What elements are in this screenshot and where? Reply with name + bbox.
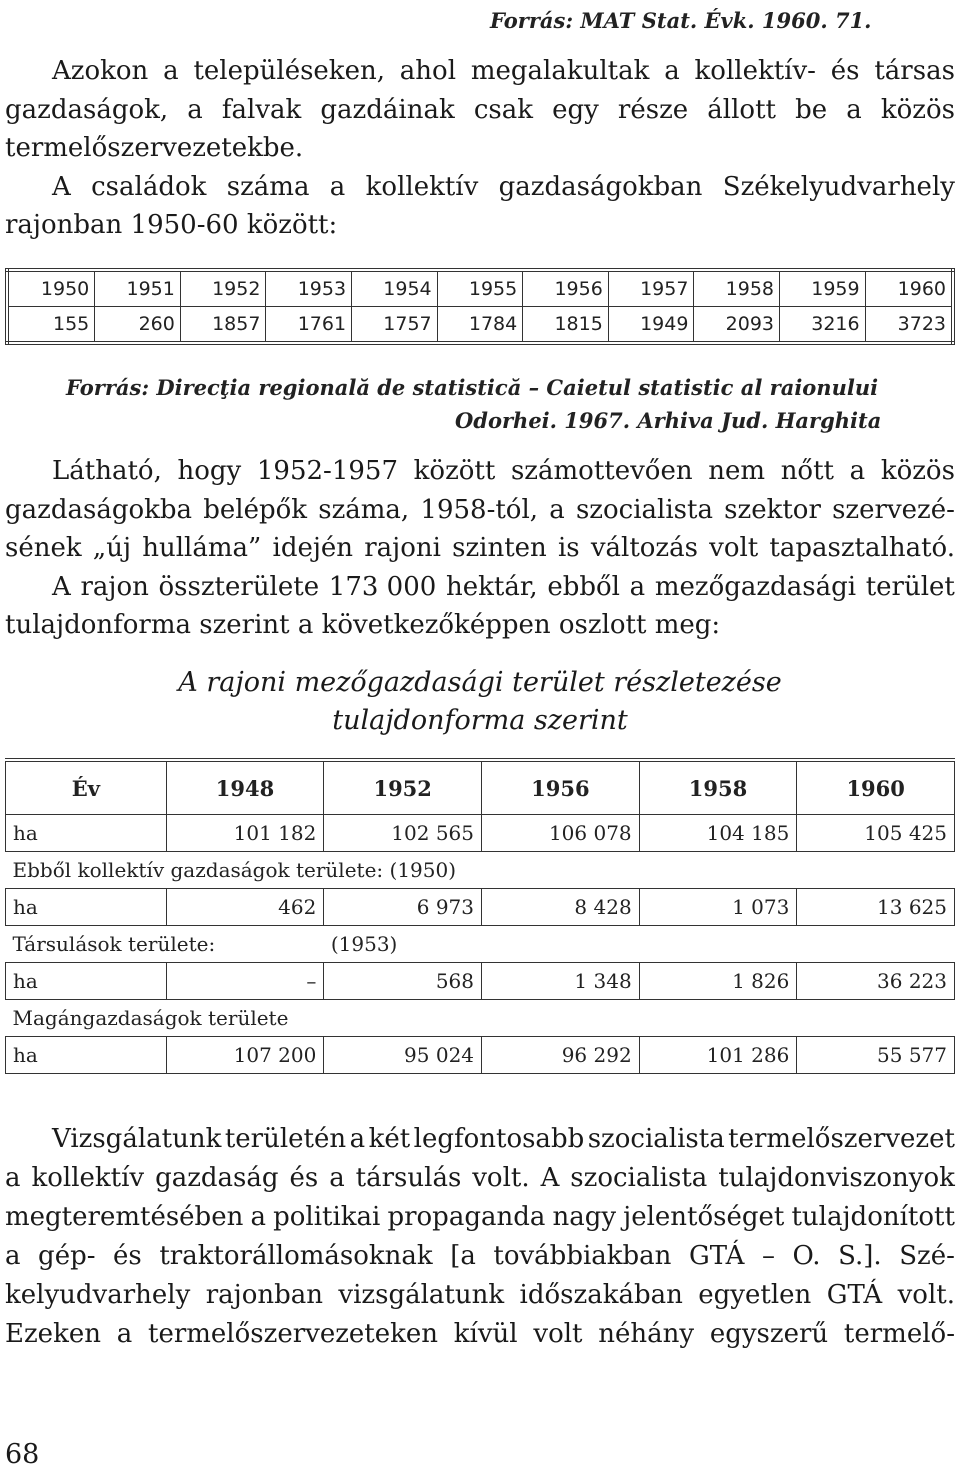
para2-line — [5, 533, 955, 563]
word: közös — [880, 456, 955, 486]
word: gép- — [38, 1241, 96, 1271]
families-values-row — [7, 307, 953, 344]
word: Ezeken — [5, 1319, 101, 1349]
word: idején — [272, 533, 354, 563]
para3-line — [5, 1163, 955, 1193]
year-cell: 1960 — [865, 270, 953, 307]
land-data-row — [6, 889, 955, 926]
families-value-cell: 155 — [7, 307, 95, 344]
word: társulás — [355, 1163, 462, 1193]
word: kollektív — [365, 171, 479, 202]
land-section-row — [6, 926, 955, 963]
word: állott — [707, 94, 776, 125]
word: számottevően — [510, 456, 693, 486]
land-section-label: Társulások területe: — [6, 926, 324, 963]
land-value-cell: 1 826 — [639, 963, 797, 1000]
families-value-cell: 1784 — [437, 307, 523, 344]
word: a — [329, 1163, 345, 1193]
word: a — [629, 571, 646, 602]
land-value-cell: 1 348 — [482, 963, 640, 1000]
year-cell: 1950 — [7, 270, 95, 307]
para1-line — [52, 56, 955, 86]
word: tulajdonított — [791, 1202, 955, 1232]
word: kollektív — [31, 1163, 145, 1193]
word: hulláma” — [142, 533, 262, 563]
word: termelőszervezet — [728, 1124, 955, 1154]
word: is — [557, 533, 580, 563]
land-table — [5, 758, 955, 1074]
land-value-cell: – — [166, 963, 324, 1000]
word: tapasztalható. — [769, 533, 955, 563]
table-caption-1: A rajoni mezőgazdasági terület részletezése — [178, 667, 782, 698]
families-value-cell: 3216 — [780, 307, 866, 344]
families-value-cell: 3723 — [865, 307, 953, 344]
land-value-cell: 104 185 — [639, 815, 797, 852]
word: a — [549, 494, 565, 525]
word: kívül — [453, 1319, 518, 1349]
land-header-cell: 1948 — [166, 760, 324, 815]
word: társas — [874, 56, 955, 86]
families-years-row — [7, 270, 953, 307]
word: mezőgazdasági — [654, 571, 857, 602]
word: ebből — [547, 571, 620, 602]
year-cell: 1955 — [437, 270, 523, 307]
word: Szé- — [899, 1241, 955, 1271]
word: és — [830, 56, 860, 86]
families-value-cell: 260 — [95, 307, 181, 344]
land-unit-cell: ha — [6, 815, 167, 852]
para1-line — [5, 210, 337, 240]
word: kollektív- — [694, 56, 816, 86]
word: – — [761, 1241, 775, 1271]
land-value-cell: 102 565 — [324, 815, 482, 852]
word: be — [795, 94, 828, 125]
source-mid-2: Odorhei. 1967. Arhiva Jud. Harghita — [455, 408, 882, 433]
word: volt. — [472, 1163, 530, 1193]
year-cell: 1959 — [780, 270, 866, 307]
word: Látható, — [52, 456, 162, 486]
word: Vizsgálatunk — [52, 1124, 222, 1154]
land-value-cell: 101 286 — [639, 1037, 797, 1074]
word: között — [413, 456, 496, 486]
word: csak — [473, 94, 533, 125]
word: Székelyudvarhely — [722, 171, 955, 202]
land-value-cell: 106 078 — [482, 815, 640, 852]
word: területén — [224, 1124, 347, 1154]
year-cell: 1956 — [523, 270, 609, 307]
word: volt — [709, 533, 759, 563]
land-data-row — [6, 815, 955, 852]
land-data-row — [6, 963, 955, 1000]
word: 1958-tól, — [420, 494, 539, 525]
word: időszakában — [519, 1280, 683, 1310]
land-value-cell: 96 292 — [482, 1037, 640, 1074]
families-value-cell: 1857 — [180, 307, 266, 344]
word: a — [116, 1319, 133, 1349]
word: szervezé- — [832, 494, 955, 525]
land-section-label: Magángazdaságok területe — [6, 1000, 955, 1037]
word: A — [52, 571, 71, 602]
word: néhány — [598, 1319, 695, 1349]
word: gazdaságokban — [498, 171, 703, 202]
land-header-cell: 1956 — [482, 760, 640, 815]
word: gazdaságok, — [5, 94, 169, 125]
word: közös — [880, 94, 955, 125]
land-unit-cell: ha — [6, 889, 167, 926]
word: rajon — [80, 571, 149, 602]
word: gazdaságokba — [5, 494, 193, 525]
word: termelőszervezetekbe. — [5, 133, 304, 163]
word: tulajdonviszonyok — [718, 1163, 955, 1193]
word: két — [368, 1124, 411, 1154]
word: terület — [865, 571, 955, 602]
para3-line — [5, 1241, 955, 1271]
word: falvak — [221, 94, 302, 125]
land-header-cell: 1958 — [639, 760, 797, 815]
families-value-cell: 1757 — [352, 307, 438, 344]
word: a — [5, 1241, 21, 1271]
families-value-cell: 2093 — [694, 307, 780, 344]
word: GTÁ — [688, 1241, 745, 1271]
para2-line — [52, 456, 955, 486]
word: szocialista — [587, 1124, 725, 1154]
para2-line — [5, 610, 720, 640]
word: A — [52, 171, 71, 202]
word: a — [846, 94, 862, 125]
para3-line — [5, 1280, 955, 1310]
word: szocialista — [575, 494, 713, 525]
word: továbbiakban — [493, 1241, 672, 1271]
word: 173 000 — [328, 571, 437, 602]
land-header-cell: 1952 — [324, 760, 482, 815]
land-value-cell: 462 — [166, 889, 324, 926]
word: nőtt — [780, 456, 834, 486]
word: sének — [5, 533, 82, 563]
land-section-row — [6, 1000, 955, 1037]
word: gazdáinak — [320, 94, 455, 125]
families-value-cell: 1815 — [523, 307, 609, 344]
land-header-cell: 1960 — [797, 760, 955, 815]
word: változás — [590, 533, 698, 563]
land-value-cell: 1 073 — [639, 889, 797, 926]
word: „új — [92, 533, 132, 563]
word: GTÁ — [826, 1280, 883, 1310]
word: S.]. — [838, 1241, 882, 1271]
para3-line — [52, 1124, 955, 1154]
word: a — [349, 1124, 366, 1154]
land-section-note: (1953) — [324, 926, 955, 963]
para1-line — [5, 95, 955, 125]
word: volt — [533, 1319, 583, 1349]
word: egyszerű — [709, 1319, 829, 1349]
land-value-cell: 95 024 — [324, 1037, 482, 1074]
word: rajonban 1950-60 között: — [5, 210, 338, 240]
land-value-cell: 105 425 — [797, 815, 955, 852]
word: a — [250, 1202, 266, 1232]
word: gazdaság — [155, 1163, 279, 1193]
land-value-cell: 8 428 — [482, 889, 640, 926]
land-value-cell: 36 223 — [797, 963, 955, 1000]
word: és — [289, 1163, 319, 1193]
word: a — [163, 56, 179, 86]
word: hektár, — [445, 571, 538, 602]
families-table — [5, 268, 955, 345]
word: megteremtésében — [5, 1202, 244, 1232]
para3-line — [5, 1202, 955, 1232]
word: a — [329, 171, 346, 202]
word: jelentőséget — [623, 1202, 785, 1232]
land-section-label: Ebből kollektív gazdaságok területe: (1950) — [6, 852, 955, 889]
word: termelő- — [843, 1319, 955, 1349]
land-value-cell: 568 — [324, 963, 482, 1000]
land-data-row — [6, 1037, 955, 1074]
table-caption-2: tulajdonforma szerint — [332, 705, 628, 736]
word: Azokon — [52, 56, 149, 86]
word: rajoni — [364, 533, 441, 563]
year-cell: 1957 — [608, 270, 694, 307]
families-value-cell: 1761 — [266, 307, 352, 344]
word: [a — [450, 1241, 476, 1271]
word: termelőszervezeteken — [148, 1319, 439, 1349]
word: nem — [708, 456, 766, 486]
word: O. — [792, 1241, 821, 1271]
year-cell: 1958 — [694, 270, 780, 307]
land-value-cell: 107 200 — [166, 1037, 324, 1074]
word: szocialista — [570, 1163, 708, 1193]
word: volt. — [897, 1280, 955, 1310]
year-cell: 1953 — [266, 270, 352, 307]
source-top: Forrás: MAT Stat. Évk. 1960. 71. — [490, 8, 872, 33]
year-cell: 1951 — [95, 270, 181, 307]
para1-line — [52, 172, 955, 202]
land-header-row — [6, 760, 955, 815]
families-value-cell: 1949 — [608, 307, 694, 344]
year-cell: 1952 — [180, 270, 266, 307]
land-value-cell: 6 973 — [324, 889, 482, 926]
word: tulajdonforma szerint a következőképpen oszlott meg: — [5, 610, 721, 640]
word: szinten — [452, 533, 547, 563]
word: megalakultak — [470, 56, 650, 86]
word: családok — [91, 171, 207, 202]
land-value-cell: 13 625 — [797, 889, 955, 926]
word: és — [113, 1241, 142, 1271]
word: száma, — [318, 494, 410, 525]
word: rajonban — [205, 1280, 323, 1310]
word: hogy — [177, 456, 242, 486]
word: a — [664, 56, 680, 86]
para2-line — [5, 495, 955, 525]
word: a — [187, 94, 203, 125]
word: ahol — [399, 56, 457, 86]
word: a — [5, 1163, 21, 1193]
word: nagy — [552, 1202, 617, 1232]
para1-line — [5, 133, 303, 163]
word: kelyudvarhely — [5, 1280, 191, 1310]
word: a — [849, 456, 866, 486]
word: 1952-1957 — [256, 456, 398, 486]
land-unit-cell: ha — [6, 963, 167, 1000]
word: része — [617, 94, 689, 125]
word: traktorállomásoknak — [159, 1241, 433, 1271]
land-value-cell: 101 182 — [166, 815, 324, 852]
word: száma — [226, 171, 310, 202]
word: A — [540, 1163, 560, 1193]
word: belépők — [203, 494, 308, 525]
land-unit-cell: ha — [6, 1037, 167, 1074]
word: egyetlen — [698, 1280, 812, 1310]
land-section-row — [6, 852, 955, 889]
year-cell: 1954 — [352, 270, 438, 307]
word: vizsgálatunk — [338, 1280, 505, 1310]
word: propaganda — [387, 1202, 546, 1232]
land-value-cell: 55 577 — [797, 1037, 955, 1074]
para2-line — [52, 572, 955, 602]
page-number: 68 — [5, 1439, 40, 1470]
word: összterülete — [158, 571, 320, 602]
para3-line — [5, 1319, 955, 1349]
word: szektor — [724, 494, 821, 525]
source-mid-1: Forrás: Direcţia regională de statistică – Caietul statistic al raionului — [66, 375, 879, 400]
word: legfontosabb — [413, 1124, 585, 1154]
word: településeken, — [193, 56, 385, 86]
word: politikai — [273, 1202, 381, 1232]
land-header-cell: Év — [6, 760, 167, 815]
word: egy — [552, 94, 599, 125]
